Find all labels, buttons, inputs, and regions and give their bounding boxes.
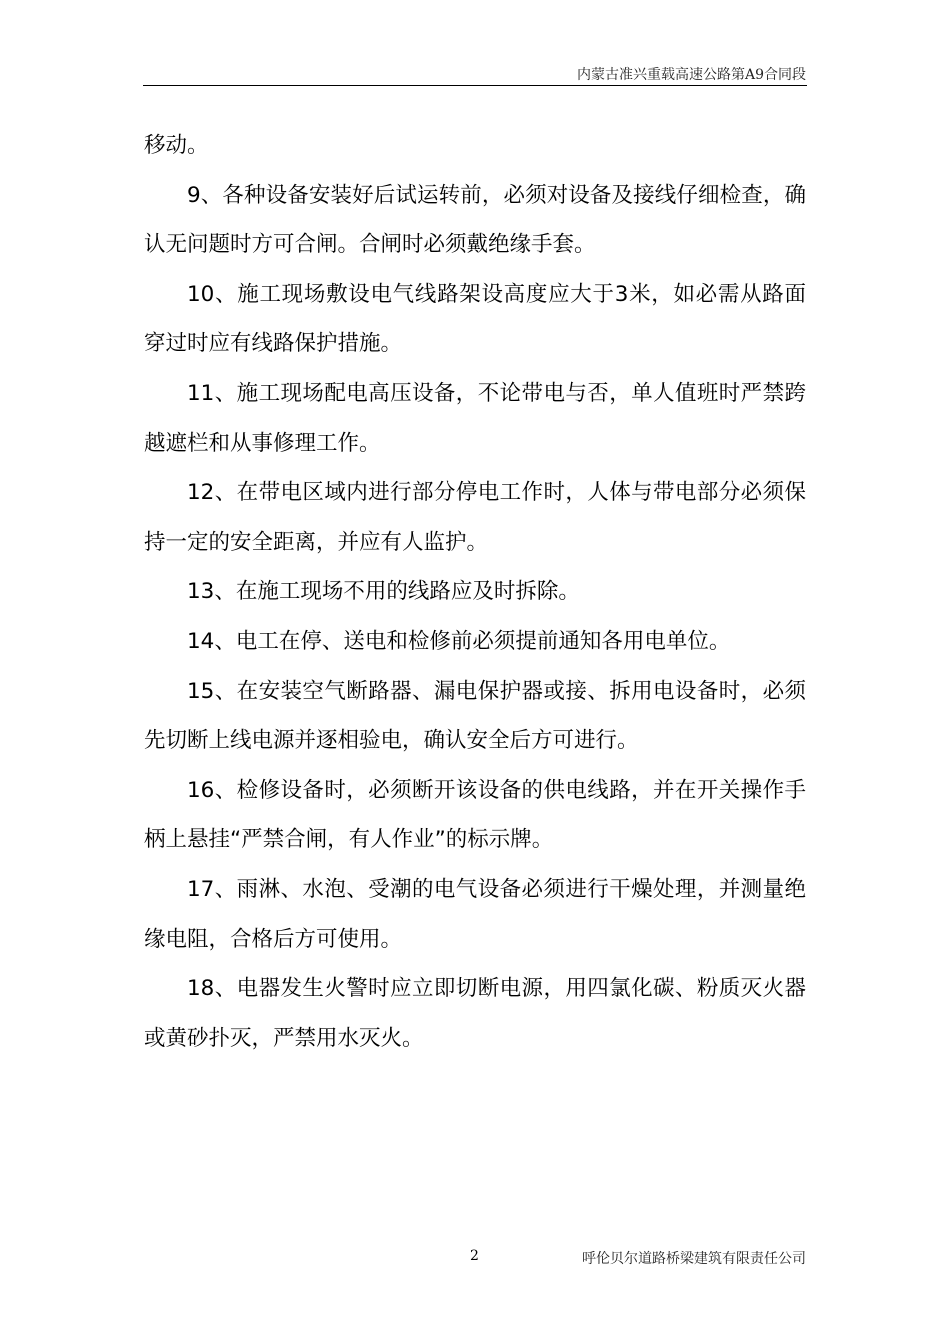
page-number: 2 <box>470 1248 479 1264</box>
page-header-title: 内蒙古准兴重载高速公路第A9合同段 <box>576 67 806 83</box>
document-body <box>144 121 806 1063</box>
paragraph-item-14: 14、电工在停、送电和检修前必须提前通知各用电单位。 <box>187 628 731 654</box>
paragraph-continuation: 移动。 <box>144 133 209 158</box>
paragraph-item-10: 10、施工现场敷设电气线路架设高度应大于3米，如必需从路面穿过时应有线路保护措施。 <box>144 281 806 357</box>
paragraph-item-11: 11、施工现场配电高压设备，不论带电与否，单人值班时严禁跨越遮栏和从事修理工作。 <box>144 380 806 456</box>
paragraph-item-13: 13、在施工现场不用的线路应及时拆除。 <box>187 579 580 605</box>
paragraph-item-18: 18、电器发生火警时应立即切断电源，用四氯化碳、粉质灭火器或黄砂扑灭，严禁用水灭火。 <box>144 976 806 1051</box>
footer-company-name: 呼伦贝尔道路桥梁建筑有限责任公司 <box>582 1251 806 1267</box>
paragraph-item-17: 17、雨淋、水泡、受潮的电气设备必须进行干燥处理，并测量绝缘电阻，合格后方可使用。 <box>144 876 806 952</box>
paragraph-item-9: 9、各种设备安装好后试运转前，必须对设备及接线仔细检查，确认无问题时方可合闸。合闸时必须戴绝缘手套。 <box>144 182 806 258</box>
paragraph-item-12: 12、在带电区域内进行部分停电工作时，人体与带电部分必须保持一定的安全距离，并应有人监护。 <box>144 480 806 555</box>
paragraph-item-15: 15、在安装空气断路器、漏电保护器或接、拆用电设备时，必须先切断上线电源并逐相验电，确认安全后方可进行。 <box>144 678 806 754</box>
paragraph-item-16: 16、检修设备时，必须断开该设备的供电线路，并在开关操作手柄上悬挂“严禁合闸，有人作业”的标示牌。 <box>144 777 806 853</box>
header-divider <box>143 85 807 86</box>
